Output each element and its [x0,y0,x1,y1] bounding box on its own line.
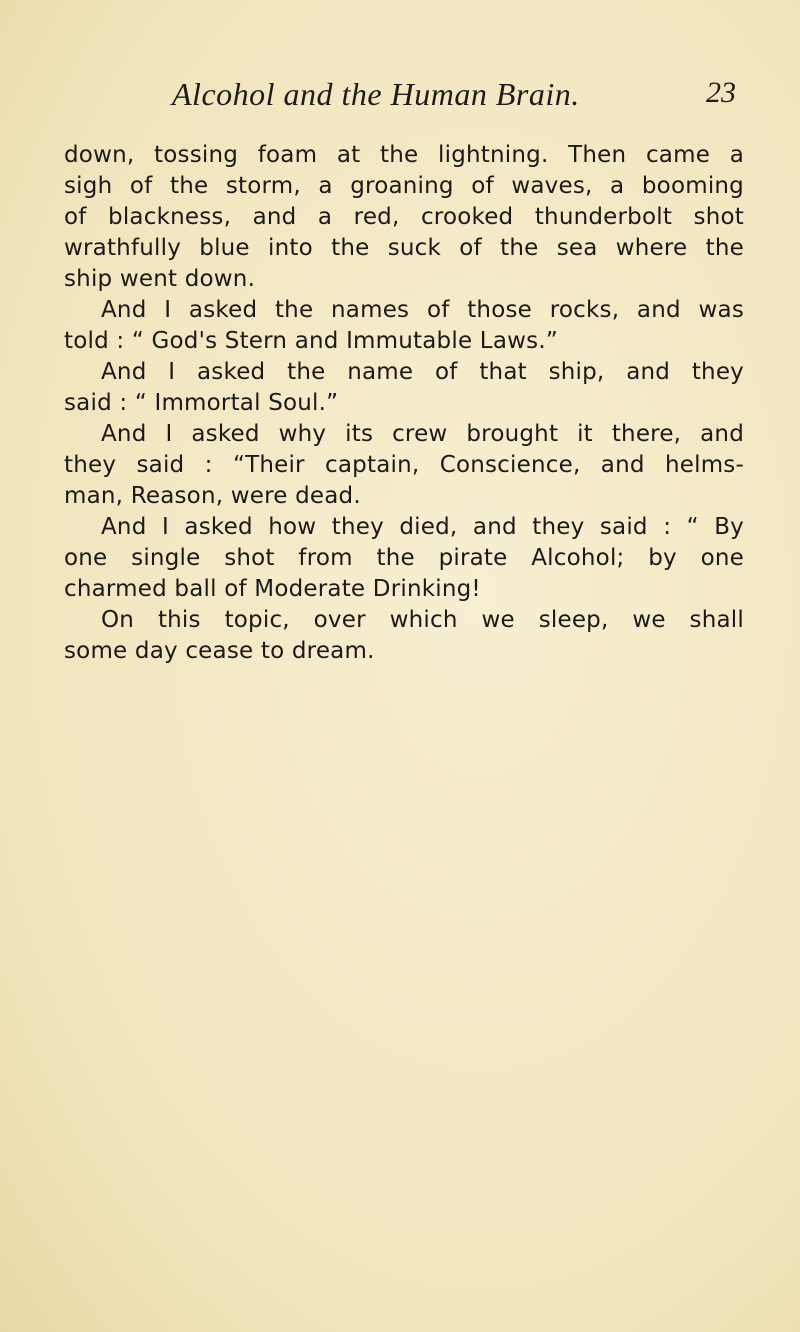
text-line: said : “ Immortal Soul.” [64,390,339,416]
text-line: wrathfully blue into the suck of the sea where the [64,235,744,261]
text-line: On this topic, over which we sleep, we shall [101,607,744,633]
text-line: ship went down. [64,266,256,292]
text-line: sigh of the storm, a groaning of waves, a booming [64,173,744,199]
page-number: 23 [706,76,736,109]
body-text [64,140,744,667]
text-line: And I asked why its crew brought it there, and [101,421,744,447]
text-line: And I asked the name of that ship, and they [101,359,744,385]
text-line: man, Reason, were dead. [64,483,361,509]
text-line: some day cease to dream. [64,638,375,664]
running-title: Alcohol and the Human Brain. [172,76,580,112]
text-line: told : “ God's Stern and Immutable Laws.” [64,328,558,354]
text-line: And I asked how they died, and they said : “ By [101,514,744,540]
text-line: And I asked the names of those rocks, and was [101,297,744,323]
text-line: one single shot from the pirate Alcohol; by one [64,545,744,571]
text-line: of blackness, and a red, crooked thunderbolt shot [64,204,744,230]
running-head [0,76,800,120]
text-line: they said : “Their captain, Conscience, and helms- [64,452,744,478]
text-line: charmed ball of Moderate Drinking! [64,576,481,602]
text-line: down, tossing foam at the lightning. Then came a [64,142,744,168]
